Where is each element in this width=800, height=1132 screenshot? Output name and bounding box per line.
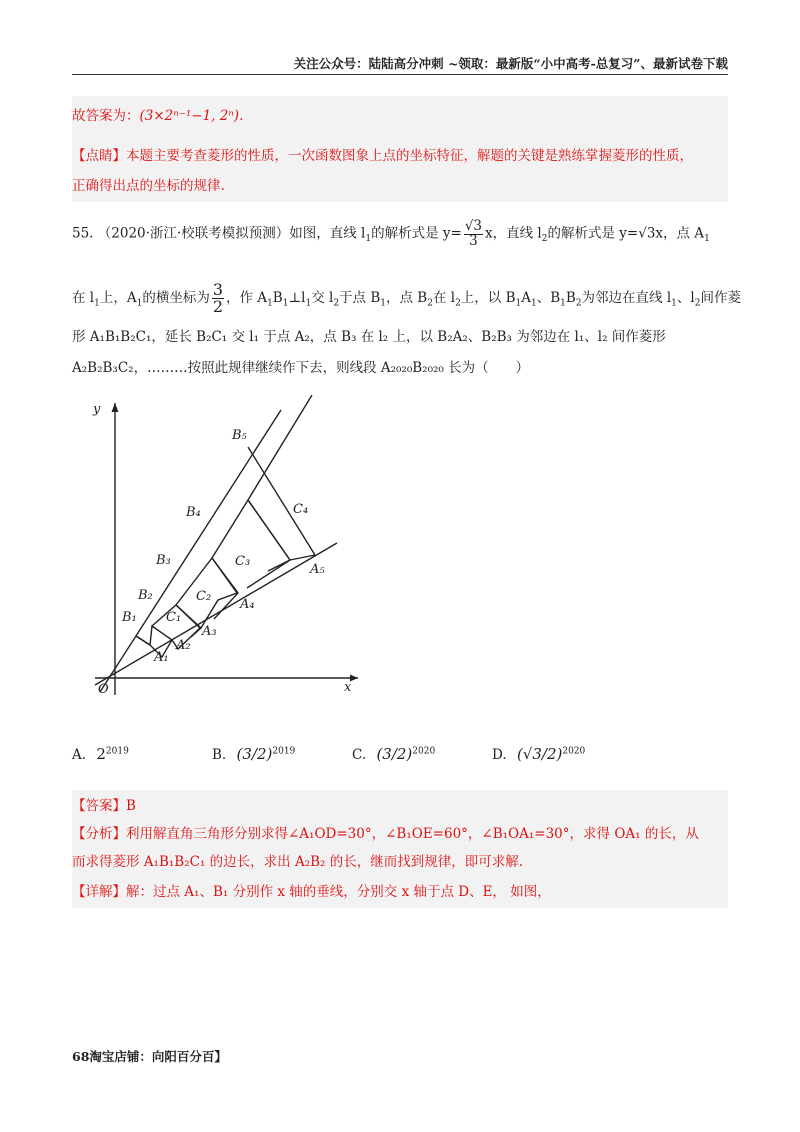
q2-h: 于点 B [339,290,381,306]
comment-text-1: 本题主要考查菱形的性质，一次函数图象上点的坐标特征，解题的关键是熟练掌握菱形的性质， [126,148,693,164]
q2-q: 间作菱 [700,290,741,306]
detail-line: 【详解】解：过点 A₁、B₁ 分别作 x 轴的垂线，分别交 x 轴于点 D、E， 如图， [72,884,551,900]
label-c1: C₁ [166,610,182,625]
q2-e: B [272,290,283,306]
question-line-3: 形 A₁B₁B₂C₁，延长 B₂C₁ 交 l₁ 于点 A₂，点 B₃ 在 l₂ 上，以 B₂A₂、B₂B₃ 为邻边在 l₁、l₂ 间作菱形 [72,329,666,345]
label-b2: B₂ [138,588,153,603]
option-c-letter: C. [352,747,367,763]
y-axis-label: y [93,402,101,417]
frac2-num: 3 [212,280,224,299]
origin-label: O [98,682,109,697]
label-a2: A₂ [176,638,191,653]
option-b-letter: B. [212,747,227,763]
option-b-text: (3/2) [236,745,273,763]
option-d-letter: D. [492,747,507,763]
label-b5: B₅ [232,428,247,443]
label-a5: A₅ [310,562,325,577]
question-source: （2020·浙江·校联考模拟预测）如图，直线 l [97,225,366,242]
analysis-line-1 [72,824,699,844]
answer-expression: (3×2ⁿ⁻¹−1, 2ⁿ). [139,108,244,124]
option-d[interactable] [492,745,585,763]
label-b1: B₁ [122,610,137,625]
option-a-text: 2 [96,745,106,763]
comment-line-2: 正确得出点的坐标的规律. [72,178,225,194]
label-b4: B₄ [186,505,201,520]
option-c-text: (3/2) [376,745,413,763]
q2-d: ，作 A [226,290,268,306]
answer-line: 【答案】B [72,798,136,814]
fraction-3-over-2 [212,282,224,315]
previous-answer-box [72,96,728,202]
analysis-text-1: 利用解直角三角形分别求得∠A₁OD=30°，∠B₁OE=60°，∠B₁OA₁=30°，求得 OA₁ 的长，从 [126,826,699,842]
q2-c: 的横坐标为 [142,290,210,306]
rhombus-figure [90,395,380,700]
answer-prefix: 故答案为： [72,108,140,124]
q2-j: 在 l [432,290,456,306]
page-footer: 68淘宝店铺：向阳百分百】 [72,1049,227,1064]
frac2-den: 2 [212,297,224,316]
question-text-b: x，直线 l [485,225,542,242]
analysis-label: 【分析】 [72,826,126,842]
solution-box [72,790,728,908]
q2-o: 为邻边在直线 l [581,290,672,306]
x-axis-label: x [344,680,352,695]
q2-m: 、B [536,290,561,306]
previous-answer-line [72,106,243,126]
question-line-1: 55. （2020·浙江·校联考模拟预测）如图，直线 $l_1$的解析式是 y= $\frac{√3}{3}$ x，直线 $l_2$的解析式是 y=√3x，点 $A_1$ [72,218,710,249]
label-c4: C₄ [293,502,309,517]
question-text-a: 的解析式是 y= [371,225,462,242]
option-d-sup: 2020 [562,746,586,757]
frac-num: √3 [464,218,483,234]
q2-g: 交 l [311,290,334,306]
analysis-line-2: 而求得菱形 A₁B₁B₂C₁ 的边长，求出 A₂B₂ 的长，继而找到规律，即可求解. [72,854,524,870]
option-c-sup: 2020 [412,746,436,757]
frac-den: 3 [469,232,478,249]
question-text-c: 的解析式是 y=√3x，点 A [547,225,705,242]
q2-a: 在 l [72,290,95,306]
q2-n: B [565,290,576,306]
label-c2: C₂ [196,589,212,604]
q2-f: ⊥l [288,290,306,306]
fraction-sqrt3-over-3 [464,220,483,248]
comment-label: 【点睛】 [72,148,126,164]
question-number: 55. [72,225,94,242]
comment-line-1 [72,146,693,166]
option-b[interactable] [212,745,295,763]
question-line-4: A₂B₂B₃C₂，………按照此规律继续作下去，则线段 A₂₀₂₀B₂₀₂₀ 长为（ ） [72,360,530,376]
page-header: 关注公众号：陆陆高分冲刺 ~领取：最新版“小中高考-总复习”、最新试卷下载 [72,54,728,75]
label-a3: A₃ [202,624,217,639]
option-a-sup: 2019 [105,746,129,757]
question-line-2: 在 $l_1$上，$A_1$的横坐标为 $\frac{3}{2}$ ，作 $A_1B_1\perp l_1$交 $l_2$于点 $B_1$，点 $B_2$在 $l_2$上，以 $B_1A_1$、$B_1B_2$为邻边在直线 $l_1$、$l_2$间作菱 [72,280,741,316]
option-b-sup: 2019 [272,746,296,757]
q2-i: ，点 B [386,290,428,306]
option-d-text: (√3/2) [516,745,563,763]
label-a4: A₄ [240,597,255,612]
q2-p: 、l [676,290,695,306]
label-c3: C₃ [235,554,251,569]
option-c[interactable] [352,745,435,763]
q2-k: 上，以 B [460,290,516,306]
q2-l: A [521,290,531,306]
option-a-letter: A. [72,747,87,763]
label-b3: B₃ [156,553,171,568]
q2-b: 上，A [99,290,137,306]
label-a1: A₁ [154,650,169,665]
option-a[interactable] [72,745,129,763]
